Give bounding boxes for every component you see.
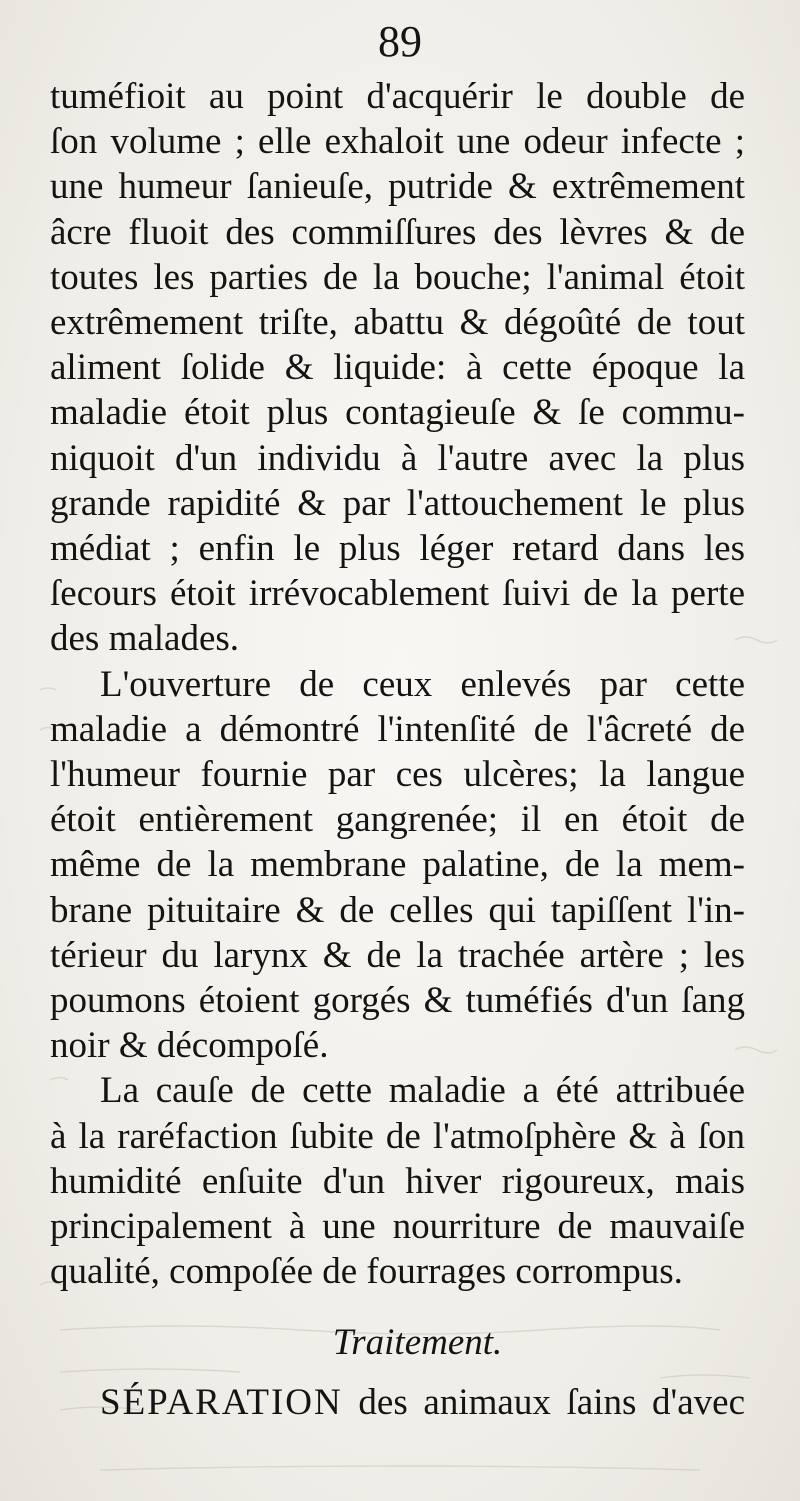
- text-line: principalement à une nourriture de mauvaiſe: [50, 1206, 745, 1248]
- text-line: maladie a démontré l'intenſité de l'âcreté de: [50, 708, 745, 750]
- text-line: toutes les parties de la bouche; l'animal étoit: [50, 256, 745, 298]
- text-line: maladie étoit plus contagieuſe & ſe commu-: [50, 392, 745, 434]
- text-line: à la raréfaction ſubite de l'atmoſphère & à ſon: [50, 1115, 745, 1157]
- text-line: étoit entièrement gangrenée; il en étoit de: [50, 799, 745, 841]
- text-line: extrêmement triſte, abattu & dégoûté de tout: [50, 302, 745, 344]
- page-body: [50, 74, 745, 1425]
- text-line: humidité enſuite d'un hiver rigoureux, mais: [50, 1160, 745, 1202]
- text-line: qualité, compoſée de fourrages corrompus.: [50, 1251, 683, 1293]
- text-line: térieur du larynx & de la trachée artère ; les: [50, 934, 745, 976]
- text-line: même de la membrane palatine, de la mem-: [50, 844, 745, 886]
- text-line: aliment ſolide & liquide: à cette époque la: [50, 347, 745, 389]
- text-line: L'ouverture de ceux enlevés par cette: [100, 663, 745, 705]
- text-line: une humeur ſanieuſe, putride & extrêmement: [50, 166, 745, 208]
- text-line: des malades.: [50, 618, 240, 660]
- page-number: 89: [378, 17, 422, 66]
- text-line: grande rapidité & par l'attouchement le plus: [50, 482, 745, 524]
- text-line: ſon volume ; elle exhaloit une odeur infecte ;: [50, 121, 745, 163]
- text-line: La cauſe de cette maladie a été attribuée: [100, 1070, 745, 1112]
- text-line: brane pituitaire & de celles qui tapiſſent l'in-: [50, 889, 745, 931]
- text-line: noir & décompoſé.: [50, 1025, 329, 1067]
- text-line: niquoit d'un individu à l'autre avec la plus: [50, 437, 745, 479]
- text-line: poumons étoient gorgés & tuméfiés d'un ſang: [50, 980, 745, 1022]
- text-fragment: des animaux ſains d'avec: [342, 1381, 745, 1423]
- text-line: [50, 1380, 745, 1425]
- small-caps-lead: SÉPARATION: [100, 1381, 343, 1423]
- text-line: médiat ; enfin le plus léger retard dans les: [50, 528, 745, 570]
- text-line: tuméfioit au point d'acquérir le double de: [50, 76, 745, 117]
- text-line: âcre fluoit des commiſſures des lèvres & de: [50, 211, 745, 253]
- section-heading: Traitement.: [332, 1322, 503, 1364]
- text-line: l'humeur fournie par ces ulcères; la langue: [50, 754, 745, 796]
- text-line: ſecours étoit irrévocablement ſuivi de la perte: [50, 573, 745, 615]
